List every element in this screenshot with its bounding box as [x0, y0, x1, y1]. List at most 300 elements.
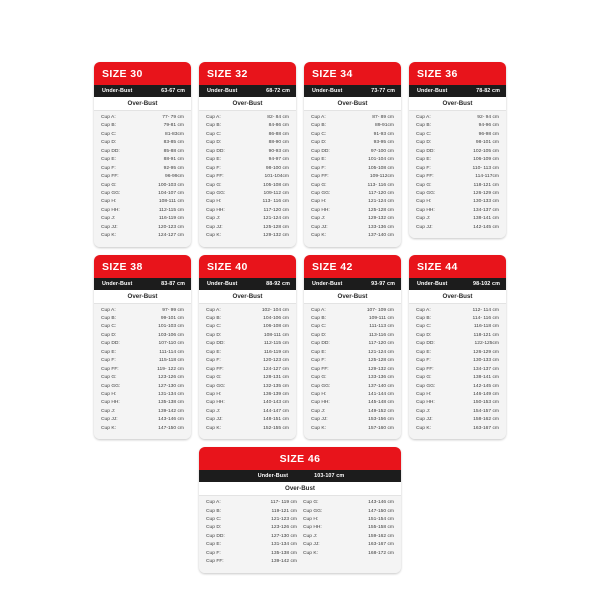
table-row	[206, 550, 297, 558]
table-row	[416, 340, 499, 348]
table-row	[206, 232, 289, 240]
table-row	[311, 156, 394, 164]
underbust-value: 73-77 cm	[371, 88, 395, 94]
cup-label: Cup F:	[206, 358, 221, 364]
table-row	[206, 391, 289, 399]
cup-value: 129-132 cm	[263, 233, 289, 239]
table-row	[206, 323, 289, 331]
table-row	[206, 315, 289, 323]
table-row	[416, 148, 499, 156]
cup-label: Cup A:	[206, 500, 221, 506]
cup-value: 129-132 cm	[368, 366, 394, 372]
cup-value: 153-156 cm	[368, 417, 394, 423]
cup-value: 112-115 cm	[263, 341, 289, 347]
cup-value: 115-118 cm	[158, 358, 184, 364]
cup-value: 106-108 cm	[263, 324, 289, 330]
cup-label: Cup K:	[101, 233, 116, 239]
cup-label: Cup B:	[311, 316, 326, 321]
cup-label: Cup HH:	[416, 207, 435, 213]
underbust-row	[199, 278, 296, 290]
cup-label: Cup C:	[206, 131, 222, 137]
table-row	[416, 224, 499, 232]
cup-value: 96-99cm	[164, 174, 184, 180]
cup-label: Cup JJ:	[206, 417, 223, 423]
cup-value: 120-123 cm	[158, 224, 184, 230]
table-row	[206, 131, 289, 139]
cup-label: Cup D:	[206, 140, 222, 146]
cup-value: 87- 89 cm	[372, 115, 394, 120]
cup-value: 137-140 cm	[368, 383, 394, 389]
cup-label: Cup K:	[101, 425, 116, 431]
cup-label: Cup K:	[311, 425, 326, 431]
table-row	[416, 391, 499, 399]
cup-label: Cup K:	[416, 425, 431, 431]
table-row	[101, 357, 184, 365]
cup-label: Cup K:	[303, 550, 318, 556]
underbust-row	[199, 85, 296, 97]
cup-label: Cup J:	[303, 533, 318, 539]
table-row	[311, 349, 394, 357]
table-row	[101, 156, 184, 164]
cup-value: 139-142 cm	[158, 408, 184, 414]
underbust-value: 83-87 cm	[161, 280, 185, 287]
cup-value: 142-145 cm	[473, 383, 499, 389]
cup-label: Cup JJ:	[101, 224, 118, 230]
cup-label: Cup B:	[101, 316, 116, 321]
cup-label: Cup FF:	[416, 366, 434, 372]
cup-label: Cup D:	[101, 140, 117, 146]
cup-label: Cup E:	[416, 157, 431, 163]
table-row	[311, 307, 394, 315]
cup-value: 143-146 cm	[158, 417, 184, 423]
table-row	[311, 215, 394, 223]
table-row	[311, 340, 394, 348]
cup-value: 91-93 cm	[373, 131, 394, 137]
cup-value: 123-126 cm	[158, 375, 184, 381]
cup-value: 102- 104 cm	[261, 307, 289, 313]
cup-label: Cup GG:	[303, 508, 323, 514]
table-row	[311, 122, 394, 130]
overbust-header: Over-Bust	[94, 290, 191, 304]
size-card-42[interactable]	[304, 255, 401, 440]
table-row	[311, 374, 394, 382]
cup-label: Cup F:	[416, 358, 431, 364]
table-row	[206, 499, 297, 507]
cup-value: 152-155 cm	[263, 425, 289, 431]
size-card-row-3	[199, 447, 401, 573]
cup-label: Cup J:	[101, 216, 116, 222]
cup-list	[94, 111, 191, 247]
cup-value: 104-107 cm	[158, 190, 184, 196]
table-row	[206, 198, 289, 206]
cup-label: Cup HH:	[101, 400, 120, 406]
cup-value: 128-131 cm	[263, 375, 289, 381]
cup-label: Cup G:	[303, 500, 319, 506]
table-row	[303, 541, 394, 549]
cup-label: Cup E:	[311, 157, 326, 163]
cup-label: Cup G:	[416, 375, 432, 381]
cup-value: 98-100 cm	[265, 165, 289, 171]
table-row	[416, 349, 499, 357]
cup-list	[94, 304, 191, 440]
cup-label: Cup FF:	[206, 366, 224, 372]
cup-value: 133-136 cm	[368, 375, 394, 381]
cup-value: 116-119 cm	[263, 349, 289, 355]
cup-label: Cup B:	[416, 316, 431, 321]
table-row	[311, 232, 394, 240]
table-row	[101, 332, 184, 340]
cup-label: Cup JJ:	[101, 417, 118, 423]
underbust-row	[409, 278, 506, 290]
cup-value: 121-123 cm	[271, 517, 297, 522]
size-card-34[interactable]	[304, 62, 401, 247]
size-card-row-1	[94, 62, 506, 247]
cup-value: 129-132 cm	[368, 216, 394, 222]
table-row	[101, 190, 184, 198]
table-row	[206, 408, 289, 416]
cup-value: 150-153 cm	[473, 400, 499, 406]
cup-label: Cup G:	[101, 375, 117, 381]
size-card-title: SIZE 42	[304, 255, 401, 278]
cup-label: Cup HH:	[311, 400, 330, 406]
table-row	[206, 122, 289, 130]
underbust-label: Under-Bust	[312, 280, 343, 287]
cup-label: Cup D:	[101, 332, 117, 338]
table-row	[303, 550, 394, 558]
table-row	[311, 315, 394, 323]
cup-value: 121-124 cm	[368, 349, 394, 355]
table-row	[311, 366, 394, 374]
cup-value: 168-172 cm	[368, 550, 394, 556]
cup-list	[199, 304, 296, 440]
size-card-title: SIZE 32	[199, 62, 296, 85]
table-row	[311, 182, 394, 190]
table-row	[101, 182, 184, 190]
cup-value: 119- 122 cm	[157, 366, 184, 372]
table-row	[101, 131, 184, 139]
size-card-title: SIZE 46	[199, 447, 401, 470]
table-row	[206, 524, 297, 532]
underbust-value: 103-107 cm	[314, 473, 345, 480]
cup-label: Cup J:	[416, 216, 431, 222]
cup-label: Cup DD:	[206, 341, 225, 347]
cup-label: Cup JJ:	[416, 224, 433, 230]
table-row	[416, 131, 499, 139]
table-row	[311, 131, 394, 139]
table-row	[311, 114, 394, 122]
underbust-label: Under-Bust	[102, 88, 133, 94]
cup-value: 92-95 cm	[163, 165, 184, 171]
table-row	[206, 307, 289, 315]
cup-value: 97- 99 cm	[162, 307, 184, 313]
size-card-title: SIZE 40	[199, 255, 296, 278]
cup-label: Cup B:	[101, 123, 116, 129]
table-row	[101, 315, 184, 323]
underbust-value: 93-97 cm	[371, 280, 395, 287]
cup-label: Cup FF:	[311, 366, 329, 372]
table-row	[101, 173, 184, 181]
cup-label: Cup H:	[206, 391, 222, 397]
cup-value: 110- 113 cm	[472, 165, 499, 171]
table-row	[416, 399, 499, 407]
cup-value: 151-154 cm	[368, 517, 394, 522]
cup-label: Cup B:	[311, 123, 326, 129]
cup-value: 118-121 cm	[473, 182, 499, 188]
cup-value: 157-160 cm	[368, 425, 394, 431]
table-row	[101, 425, 184, 433]
table-row	[416, 198, 499, 206]
underbust-value: 98-102 cm	[473, 280, 500, 287]
cup-label: Cup K:	[206, 425, 221, 431]
cup-label: Cup B:	[416, 123, 431, 129]
table-row	[206, 182, 289, 190]
table-row	[206, 207, 289, 215]
table-row	[416, 425, 499, 433]
cup-value: 136-139 cm	[263, 391, 289, 397]
cup-label: Cup DD:	[311, 148, 330, 154]
underbust-value: 68-72 cm	[266, 88, 290, 94]
cup-value: 108-111 cm	[263, 332, 289, 338]
cup-value: 143-146 cm	[368, 500, 394, 506]
table-row	[311, 332, 394, 340]
cup-value: 138-141 cm	[473, 216, 499, 222]
cup-value: 121-124 cm	[263, 216, 289, 222]
table-row	[416, 374, 499, 382]
table-row	[311, 357, 394, 365]
cup-value: 117- 119 cm	[270, 500, 297, 506]
underbust-label: Under-Bust	[312, 88, 343, 94]
table-row	[101, 215, 184, 223]
underbust-row	[409, 85, 506, 97]
cup-label: Cup E:	[206, 157, 221, 163]
cup-value: 154-157 cm	[473, 408, 499, 414]
cup-label: Cup H:	[416, 199, 432, 205]
cup-label: Cup F:	[101, 358, 116, 364]
cup-label: Cup F:	[206, 165, 221, 171]
size-card-40[interactable]	[199, 255, 296, 440]
table-row	[101, 391, 184, 399]
table-row	[206, 165, 289, 173]
cup-value: 126-129 cm	[473, 190, 499, 196]
cup-label: Cup A:	[311, 115, 326, 120]
table-row	[416, 416, 499, 424]
cup-value: 106-109 cm	[473, 157, 499, 163]
table-row	[206, 114, 289, 122]
cup-value: 113- 116 cm	[367, 182, 394, 188]
table-row	[101, 307, 184, 315]
table-row	[311, 165, 394, 173]
cup-label: Cup F:	[311, 358, 326, 364]
table-row	[206, 416, 289, 424]
cup-value: 84-86 cm	[268, 123, 289, 129]
cup-value: 92- 94 cm	[477, 115, 499, 120]
table-row	[101, 232, 184, 240]
cup-label: Cup H:	[303, 517, 319, 522]
cup-label: Cup C:	[206, 517, 222, 522]
size-card-title: SIZE 30	[94, 62, 191, 85]
table-row	[101, 224, 184, 232]
table-row	[416, 207, 499, 215]
cup-value: 118-121 cm	[473, 332, 499, 338]
cup-value: 109-112 cm	[263, 190, 289, 196]
table-row	[101, 165, 184, 173]
cup-list	[409, 304, 506, 440]
size-card-32[interactable]	[199, 62, 296, 247]
cup-value: 114- 116 cm	[472, 316, 499, 321]
cup-label: Cup GG:	[101, 383, 121, 389]
cup-value: 131-134 cm	[158, 391, 184, 397]
cup-value: 130-133 cm	[473, 199, 499, 205]
cup-value: 127-130 cm	[158, 383, 184, 389]
cup-value: 103-106 cm	[158, 332, 184, 338]
table-row	[416, 383, 499, 391]
underbust-value: 88-92 cm	[266, 280, 290, 287]
cup-label: Cup A:	[206, 115, 221, 120]
overbust-header: Over-Bust	[94, 97, 191, 111]
cup-value: 104-106 cm	[263, 316, 289, 321]
underbust-label: Under-Bust	[417, 88, 448, 94]
cup-value: 125-128 cm	[368, 207, 394, 213]
cup-value: 124-127 cm	[263, 366, 289, 372]
size-card-38[interactable]	[94, 255, 191, 440]
cup-value: 134-137 cm	[473, 366, 499, 372]
cup-label: Cup J:	[311, 216, 326, 222]
cup-label: Cup FF:	[206, 174, 224, 180]
cup-value: 117-120 cm	[368, 190, 394, 196]
table-row	[101, 416, 184, 424]
table-row	[206, 139, 289, 147]
size-card-44[interactable]	[409, 255, 506, 440]
cup-label: Cup F:	[206, 550, 221, 556]
cup-value: 123-126 cm	[271, 525, 297, 531]
table-row	[416, 315, 499, 323]
cup-value: 142-145 cm	[473, 224, 499, 230]
cup-list	[199, 496, 401, 573]
cup-value: 131-134 cm	[271, 542, 297, 548]
cup-value: 122-125cm	[474, 341, 499, 347]
table-row	[303, 508, 394, 516]
table-row	[101, 323, 184, 331]
cup-value: 111-114 cm	[159, 349, 184, 355]
overbust-header: Over-Bust	[304, 97, 401, 111]
cup-value: 94-97 cm	[268, 157, 289, 163]
underbust-value: 63-67 cm	[161, 88, 185, 94]
table-row	[311, 399, 394, 407]
cup-value: 113-116 cm	[368, 332, 394, 338]
cup-value: 99-101 cm	[160, 316, 184, 321]
table-row	[416, 408, 499, 416]
size-card-46[interactable]	[199, 447, 401, 573]
table-row	[206, 383, 289, 391]
cup-value: 145-148 cm	[368, 400, 394, 406]
table-row	[311, 425, 394, 433]
cup-label: Cup FF:	[101, 366, 119, 372]
cup-label: Cup JJ:	[311, 224, 328, 230]
cup-value: 141-144 cm	[368, 391, 394, 397]
table-row	[311, 224, 394, 232]
table-row	[101, 122, 184, 130]
table-row	[206, 508, 297, 516]
cup-label: Cup DD:	[311, 341, 330, 347]
cup-value: 100-103 cm	[158, 182, 184, 188]
cup-value: 116-119 cm	[158, 216, 184, 222]
table-row	[101, 148, 184, 156]
table-row	[206, 349, 289, 357]
cup-label: Cup G:	[416, 182, 432, 188]
cup-label: Cup GG:	[416, 383, 436, 389]
table-row	[311, 173, 394, 181]
cup-label: Cup B:	[206, 316, 221, 321]
table-row	[311, 416, 394, 424]
cup-value: 83-85 cm	[163, 140, 184, 146]
cup-label: Cup C:	[311, 324, 327, 330]
cup-value: 86-88 cm	[268, 131, 289, 137]
table-row	[311, 391, 394, 399]
cup-value: 119-121 cm	[271, 508, 297, 514]
cup-label: Cup F:	[311, 165, 326, 171]
overbust-header: Over-Bust	[304, 290, 401, 304]
cup-value: 134-137 cm	[473, 207, 499, 213]
cup-value: 111-113 cm	[369, 324, 394, 330]
cup-label: Cup HH:	[311, 207, 330, 213]
underbust-row	[94, 278, 191, 290]
cup-label: Cup DD:	[416, 341, 435, 347]
cup-label: Cup E:	[206, 542, 221, 548]
overbust-header: Over-Bust	[199, 290, 296, 304]
cup-list	[409, 111, 506, 238]
size-card-36[interactable]	[409, 62, 506, 238]
table-row	[206, 357, 289, 365]
cup-label: Cup H:	[101, 391, 117, 397]
table-row	[311, 139, 394, 147]
table-row	[206, 533, 297, 541]
cup-label: Cup DD:	[416, 148, 435, 154]
cup-label: Cup HH:	[303, 525, 322, 531]
table-row	[206, 224, 289, 232]
cup-label: Cup A:	[416, 115, 431, 120]
cup-label: Cup GG:	[311, 383, 331, 389]
table-row	[206, 516, 297, 524]
cup-label: Cup GG:	[101, 190, 121, 196]
cup-label: Cup A:	[311, 307, 326, 313]
table-row	[416, 122, 499, 130]
size-card-title: SIZE 38	[94, 255, 191, 278]
cup-label: Cup FF:	[311, 174, 329, 180]
size-card-30[interactable]	[94, 62, 191, 247]
cup-value: 159-162 cm	[368, 533, 394, 539]
table-row	[416, 357, 499, 365]
table-row	[101, 139, 184, 147]
table-row	[416, 215, 499, 223]
cup-label: Cup D:	[311, 140, 327, 146]
table-row	[206, 190, 289, 198]
table-row	[311, 408, 394, 416]
cup-label: Cup JJ:	[311, 417, 328, 423]
table-row	[416, 190, 499, 198]
cup-label: Cup H:	[311, 199, 327, 205]
overbust-header: Over-Bust	[199, 97, 296, 111]
cup-value: 138-141 cm	[473, 375, 499, 381]
cup-label: Cup D:	[416, 332, 432, 338]
cup-value: 90-93 cm	[268, 148, 289, 154]
cup-label: Cup G:	[311, 375, 327, 381]
cup-label: Cup K:	[311, 233, 326, 239]
cup-value: 109-112cm	[369, 174, 394, 180]
table-row	[206, 366, 289, 374]
cup-value: 117-120 cm	[263, 207, 289, 213]
table-row	[303, 499, 394, 507]
cup-value: 163-167 cm	[473, 425, 499, 431]
